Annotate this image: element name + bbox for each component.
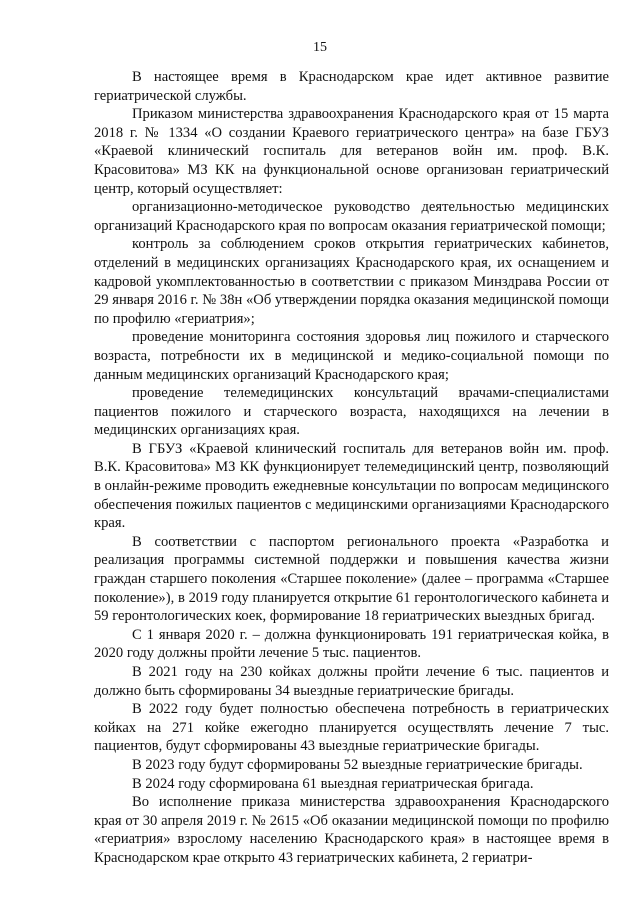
paragraph: Во исполнение приказа министерства здравоохранения Краснодарского края от 30 апреля 2019 г. № 2615 «Об оказании медицинской помощи по профилю «гериатрия» взрослому населению Краснодарского края» в настоящее время в Краснодарском крае открыто 43 гериатрических кабинета, 2 гериатри- xyxy=(94,794,609,866)
paragraph: В 2024 году сформирована 61 выездная гериатрическая бригада. xyxy=(132,775,534,792)
paragraph: Приказом министерства здравоохранения Краснодарского края от 15 марта 2018 г. № 1334 «О создании Краевого гериатрического центра» на базе ГБУЗ «Краевой клинический госпиталь для ветеранов войн им. проф. В.К. Красовитова» МЗ КК на функциональной основе организован гериатрический центр, который осуществляет: xyxy=(94,106,609,197)
paragraph: организационно-методическое руководство деятельностью медицинских организаций Краснодарского края по вопросам оказания гериатрической помощи; xyxy=(94,199,609,234)
paragraph: В 2021 году на 230 койках должны пройти лечение 6 тыс. пациентов и должно быть сформированы 34 выездные гериатрические бригады. xyxy=(94,664,609,699)
paragraph: проведение мониторинга состояния здоровья лиц пожилого и старческого возраста, потребности их в медицинской и медико-социальной помощи по данным медицинских организаций Краснодарского края; xyxy=(94,329,609,383)
paragraph: В 2023 году будут сформированы 52 выездные гериатрические бригады. xyxy=(132,756,583,773)
document-body xyxy=(94,68,609,868)
paragraph: проведение телемедицинских консультаций врачами-специалистами пациентов пожилого и старческого возраста, находящихся на лечении в медицинских организациях края. xyxy=(94,385,609,439)
paragraph: В соответствии с паспортом регионального проекта «Разработка и реализация программы системной поддержки и повышения качества жизни граждан старшего поколения «Старшее поколение» (далее – программа «Старшее поколение»), в 2019 году планируется открытие 61 геронтологического кабинета и 59 геронтологических коек, формирование 18 гериатрических выездных бригад. xyxy=(94,533,609,625)
paragraph: С 1 января 2020 г. – должна функционировать 191 гериатрическая койка, в 2020 году должны пройти лечение 5 тыс. пациентов. xyxy=(94,626,609,662)
paragraph: В настоящее время в Краснодарском крае идет активное развитие гериатрической службы. xyxy=(94,69,609,104)
paragraph: контроль за соблюдением сроков открытия гериатрических кабинетов, отделений в медицинских организациях Краснодарского края, их оснащением и кадровой укомплектованностью в соответствии с приказом Минздрава России от 29 января 2016 г. № 38н «Об утверждении порядка оказания медицинской помощи по профилю «гериатрия»; xyxy=(94,236,609,327)
page-number: 15 xyxy=(313,40,327,55)
paragraph: В 2022 году будет полностью обеспечена потребность в гериатрических койках на 271 койке ежегодно планируется осуществлять лечение 7 тыс. пациентов, будут сформированы 43 выездные гериатрические бригады. xyxy=(94,701,609,755)
paragraph: В ГБУЗ «Краевой клинический госпиталь для ветеранов войн им. проф. В.К. Красовитова» МЗ КК функционирует телемедицинский центр, позволяющий в онлайн-режиме проводить ежедневные консультации по вопросам медицинского обеспечения пожилых пациентов с медицинскими организациями Краснодарского края. xyxy=(94,440,609,532)
